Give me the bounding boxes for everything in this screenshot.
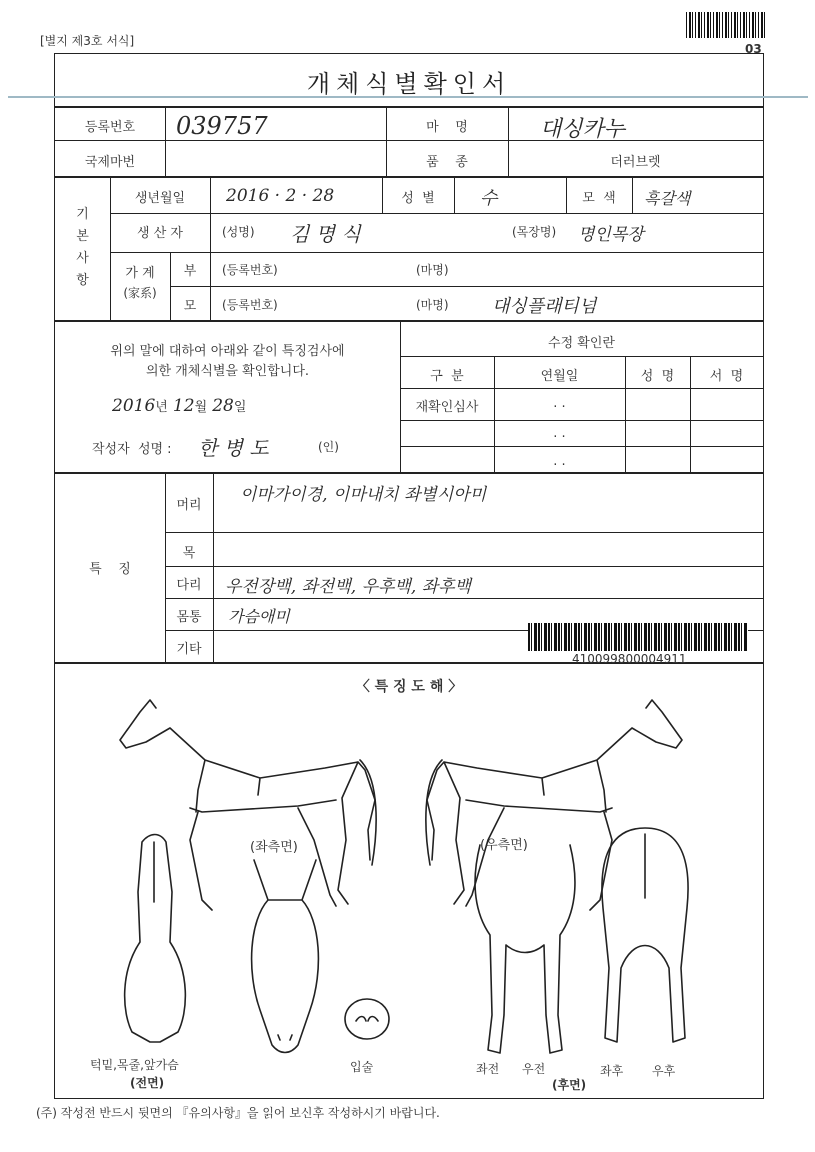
document-title: 개체식별확인서 (306, 70, 512, 98)
label-front: (전면) (130, 1076, 165, 1090)
label-front-chest: 턱밑,목줄,앞가슴 (90, 1058, 179, 1072)
horse-front-neck-diagram (120, 832, 190, 1057)
feature-label-other: 기타 (176, 642, 202, 657)
producer-label: 생 산 자 (137, 226, 183, 241)
confirm-text-line1: 위의 말에 대하여 아래와 같이 특징검사에 (110, 344, 345, 359)
label-rear: (후면) (552, 1078, 587, 1092)
label-rear-left: 좌후 (600, 1064, 624, 1078)
label-front-left: 좌전 (476, 1062, 500, 1076)
label-right-side: (우측면) (480, 838, 528, 853)
feature-value-legs: 우전장백, 좌전백, 우후백, 좌후백 (225, 577, 471, 597)
revision-header-date: 연월일 (540, 369, 579, 384)
feature-label-head: 머리 (176, 498, 202, 513)
birth-label: 생년월일 (134, 191, 186, 206)
label-rear-right: 우후 (652, 1064, 676, 1078)
writer-seal: (인) (318, 440, 339, 454)
dam-horse-value: 대싱플래티넘 (492, 296, 597, 317)
breed-label: 품 종 (426, 155, 468, 170)
farm-value: 명인목장 (578, 225, 644, 245)
confirm-text-line2: 의한 개체식별을 확인합니다. (145, 364, 310, 379)
horse-name-label: 마 명 (426, 120, 468, 135)
birth-value: 2016 · 2 · 28 (226, 186, 335, 206)
producer-value: 김 명 식 (290, 222, 361, 246)
dam-reg-tag: (등록번호) (222, 298, 278, 312)
family-hanja: (家系) (123, 286, 157, 300)
sex-value: 수 (480, 188, 498, 209)
confirm-date: 2016년 12월 28일 (112, 396, 247, 416)
sire-reg-tag: (등록번호) (222, 263, 278, 277)
feature-label-body: 몸통 (176, 610, 202, 625)
breed-value: 더러브렛 (610, 155, 661, 170)
feature-value-body: 가슴애미 (228, 607, 290, 626)
top-barcode (686, 12, 766, 38)
label-front-right: 우전 (522, 1062, 546, 1076)
sire-horse-tag: (마명) (416, 263, 449, 277)
revision-row-kind: 재확인심사 (415, 400, 479, 415)
feature-value-head: 이마가이경, 이마내치 좌별시아미 (240, 485, 487, 505)
color-label: 모 색 (582, 191, 616, 206)
features-side-label: 특 징 (89, 562, 131, 577)
revision-row-date: . . (553, 396, 566, 411)
dam-horse-tag: (마명) (416, 298, 449, 312)
diagram-title: 〈 특 징 도 해 〉 (355, 679, 463, 695)
horse-rear-legs-diagram (595, 828, 695, 1058)
sire-label: 부 (183, 264, 197, 279)
basic-side-label: 기 본 사 항 (76, 207, 89, 288)
revision-row-date: . . (553, 426, 566, 441)
label-lips: 입술 (350, 1060, 374, 1074)
page-number: 03 (745, 42, 762, 56)
horse-lips-diagram (342, 995, 392, 1043)
form-label: [별지 제3호 서식] (40, 34, 135, 48)
dam-label: 모 (183, 299, 197, 314)
farm-name-tag: (목장명) (512, 225, 557, 239)
family-label: 가 계 (125, 266, 155, 281)
sex-label: 성 별 (401, 191, 435, 206)
label-left-side: (좌측면) (250, 840, 298, 855)
producer-name-tag: (성명) (222, 225, 255, 239)
revision-header-sign: 서 명 (709, 369, 744, 384)
feature-label-neck: 목 (182, 546, 196, 561)
writer-value: 한 병 도 (198, 436, 269, 460)
revision-header-name: 성 명 (640, 369, 675, 384)
reg-no-label: 등록번호 (84, 120, 136, 135)
writer-label: 작성자 성명 : (92, 442, 172, 457)
barcode-number: 410099800004911 (572, 652, 687, 666)
color-value: 흑갈색 (644, 189, 691, 208)
intl-no-label: 국제마번 (84, 155, 136, 170)
reg-no-value: 039757 (176, 112, 268, 140)
horse-front-legs-diagram (470, 825, 580, 1065)
footnote: (주) 작성전 반드시 뒷면의 『유의사항』을 읽어 보신후 작성하시기 바랍니다. (36, 1106, 440, 1120)
revision-header-kind: 구 분 (430, 369, 464, 384)
revision-title: 수정 확인란 (548, 336, 615, 351)
horse-name-value: 대싱카누 (540, 117, 626, 142)
revision-row-date: . . (553, 454, 566, 469)
feature-barcode (528, 623, 748, 651)
horse-face-diagram (240, 860, 330, 1060)
feature-label-legs: 다리 (176, 578, 202, 593)
